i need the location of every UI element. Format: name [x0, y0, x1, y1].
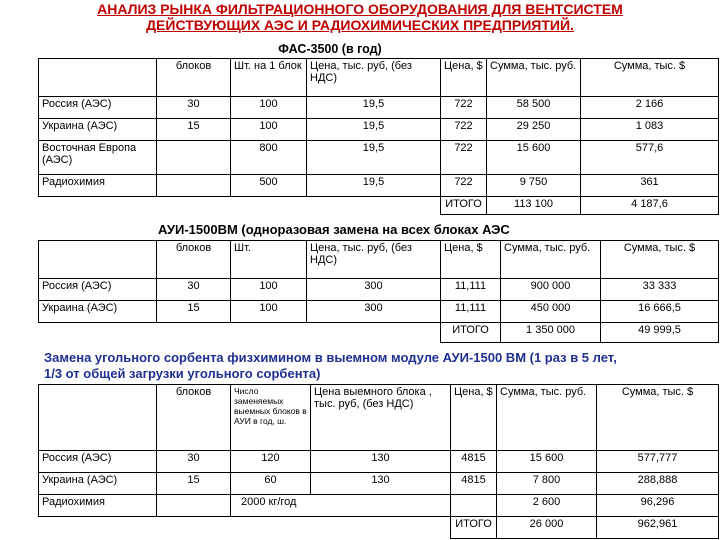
cell-price-rub: 19,5	[307, 97, 441, 119]
cell-sum-usd: 577,6	[581, 141, 719, 175]
section1-table	[38, 58, 719, 97]
total-label: ИТОГО	[441, 197, 487, 215]
section1-header-price-usd: Цена, $	[441, 59, 487, 97]
section3-title-line1: Замена угольного сорбента физхимином в выемном модуле АУИ-1500 ВМ (1 раз в 5 лет,	[44, 350, 617, 365]
section1-header-qty: Шт. на 1 блок	[231, 59, 307, 97]
total-label: ИТОГО	[451, 517, 497, 539]
table-row	[39, 97, 719, 119]
cell-blocks	[157, 495, 231, 517]
cell-sum-rub: 7 800	[497, 473, 597, 495]
section1-data-table	[38, 96, 719, 215]
table-row	[39, 175, 719, 197]
cell-qty: 120	[231, 451, 311, 473]
cell-sum-usd: 288,888	[597, 473, 719, 495]
cell-qty: 500	[231, 175, 307, 197]
section2-header-blocks: блоков	[157, 241, 231, 279]
cell-sum-rub: 2 600	[497, 495, 597, 517]
cell-price-usd	[451, 495, 497, 517]
total-sum-usd: 49 999,5	[601, 323, 719, 343]
cell-sum-rub: 29 250	[487, 119, 581, 141]
total-sum-usd: 962,961	[597, 517, 719, 539]
cell-price-usd: 722	[441, 119, 487, 141]
cell-price-usd: 722	[441, 97, 487, 119]
table-row	[39, 301, 719, 323]
cell-blocks	[157, 141, 231, 175]
row-label: Россия (АЭС)	[39, 451, 157, 473]
cell-sum-usd: 577,777	[597, 451, 719, 473]
cell-qty: 800	[231, 141, 307, 175]
cell-blocks: 30	[157, 279, 231, 301]
cell-qty: 60	[231, 473, 311, 495]
table-row	[39, 451, 719, 473]
cell-price-rub: 300	[307, 279, 441, 301]
section2-header-sum-usd: Сумма, тыс. $	[601, 241, 719, 279]
section1-title: ФАС-3500 (в год)	[278, 42, 382, 56]
table-row	[39, 495, 719, 517]
cell-price-usd: 4815	[451, 473, 497, 495]
cell-price-rub: 19,5	[307, 141, 441, 175]
page-title-line2: ДЕЙСТВУЮЩИХ АЭС И РАДИОХИМИЧЕСКИХ ПРЕДПРИЯТИЙ.	[146, 17, 574, 33]
cell-price-usd: 722	[441, 141, 487, 175]
section3-header-sum-usd: Сумма, тыс. $	[597, 385, 719, 451]
section3-header-row	[39, 385, 719, 451]
total-row	[39, 323, 719, 343]
cell-price-usd: 4815	[451, 451, 497, 473]
row-label: Россия (АЭС)	[39, 97, 157, 119]
section3-header-sum-rub: Сумма, тыс. руб.	[497, 385, 597, 451]
cell-sum-rub: 15 600	[497, 451, 597, 473]
cell-sum-rub: 58 500	[487, 97, 581, 119]
cell-price-rub: 300	[307, 301, 441, 323]
section1-header-row	[39, 59, 719, 97]
table-row	[39, 141, 719, 175]
section2-header-price-rub: Цена, тыс. руб, (без НДС)	[307, 241, 441, 279]
section3-header-price-rub: Цена выемного блока , тыс. руб, (без НДС)	[311, 385, 451, 451]
section3-header-blocks: блоков	[157, 385, 231, 451]
cell-sum-rub: 15 600	[487, 141, 581, 175]
cell-sum-rub: 450 000	[501, 301, 601, 323]
cell-sum-rub: 9 750	[487, 175, 581, 197]
total-row	[39, 517, 719, 539]
table-row	[39, 279, 719, 301]
total-label: ИТОГО	[441, 323, 501, 343]
cell-sum-usd: 33 333	[601, 279, 719, 301]
total-sum-usd: 4 187,6	[581, 197, 719, 215]
section2-title: АУИ-1500ВМ (одноразовая замена на всех блоках АЭС	[158, 222, 510, 237]
cell-blocks	[157, 175, 231, 197]
section1-header-sum-usd: Сумма, тыс. $	[581, 59, 719, 97]
cell-price-rub: 130	[311, 473, 451, 495]
section3-header-qty: Число заменяемых выемных блоков в АУИ в год, ш.	[231, 385, 311, 451]
total-sum-rub: 113 100	[487, 197, 581, 215]
cell-sum-usd: 96,296	[597, 495, 719, 517]
cell-sum-usd: 1 083	[581, 119, 719, 141]
cell-price-usd: 11,111	[441, 301, 501, 323]
cell-sum-usd: 16 666,5	[601, 301, 719, 323]
table-row	[39, 119, 719, 141]
cell-qty: 100	[231, 119, 307, 141]
total-row	[39, 197, 719, 215]
cell-blocks: 30	[157, 97, 231, 119]
cell-sum-usd: 2 166	[581, 97, 719, 119]
row-label: Украина (АЭС)	[39, 301, 157, 323]
section3-table	[38, 384, 719, 539]
cell-sum-rub: 900 000	[501, 279, 601, 301]
cell-price-rub: 19,5	[307, 119, 441, 141]
section1-header-price-rub: Цена, тыс. руб, (без НДС)	[307, 59, 441, 97]
row-label: Радиохимия	[39, 495, 157, 517]
row-label: Восточная Европа (АЭС)	[39, 141, 157, 175]
section2-table	[38, 240, 719, 343]
cell-price-rub: 130	[311, 451, 451, 473]
row-label: Украина (АЭС)	[39, 473, 157, 495]
cell-qty: 100	[231, 301, 307, 323]
row-label: Украина (АЭС)	[39, 119, 157, 141]
section2-header-sum-rub: Сумма, тыс. руб.	[501, 241, 601, 279]
cell-price-rub: 19,5	[307, 175, 441, 197]
section3-title-line2: 1/3 от общей загрузки угольного сорбента)	[44, 366, 321, 381]
section3-header-price-usd: Цена, $	[451, 385, 497, 451]
cell-qty: 100	[231, 279, 307, 301]
row-label: Россия (АЭС)	[39, 279, 157, 301]
cell-blocks: 15	[157, 473, 231, 495]
cell-sum-usd: 361	[581, 175, 719, 197]
total-sum-rub: 1 350 000	[501, 323, 601, 343]
row-label: Радиохимия	[39, 175, 157, 197]
cell-qty: 2000 кг/год	[231, 495, 451, 517]
cell-blocks: 15	[157, 301, 231, 323]
cell-blocks: 30	[157, 451, 231, 473]
page-title-line1: АНАЛИЗ РЫНКА ФИЛЬТРАЦИОННОГО ОБОРУДОВАНИЯ ДЛЯ ВЕНТСИСТЕМ	[97, 1, 623, 17]
section1-header-blocks: блоков	[157, 59, 231, 97]
table-row	[39, 473, 719, 495]
cell-qty: 100	[231, 97, 307, 119]
section1-header-sum-rub: Сумма, тыс. руб.	[487, 59, 581, 97]
total-sum-rub: 26 000	[497, 517, 597, 539]
section2-header-qty: Шт.	[231, 241, 307, 279]
section2-header-row	[39, 241, 719, 279]
section2-header-price-usd: Цена, $	[441, 241, 501, 279]
cell-price-usd: 722	[441, 175, 487, 197]
cell-price-usd: 11,111	[441, 279, 501, 301]
cell-blocks: 15	[157, 119, 231, 141]
